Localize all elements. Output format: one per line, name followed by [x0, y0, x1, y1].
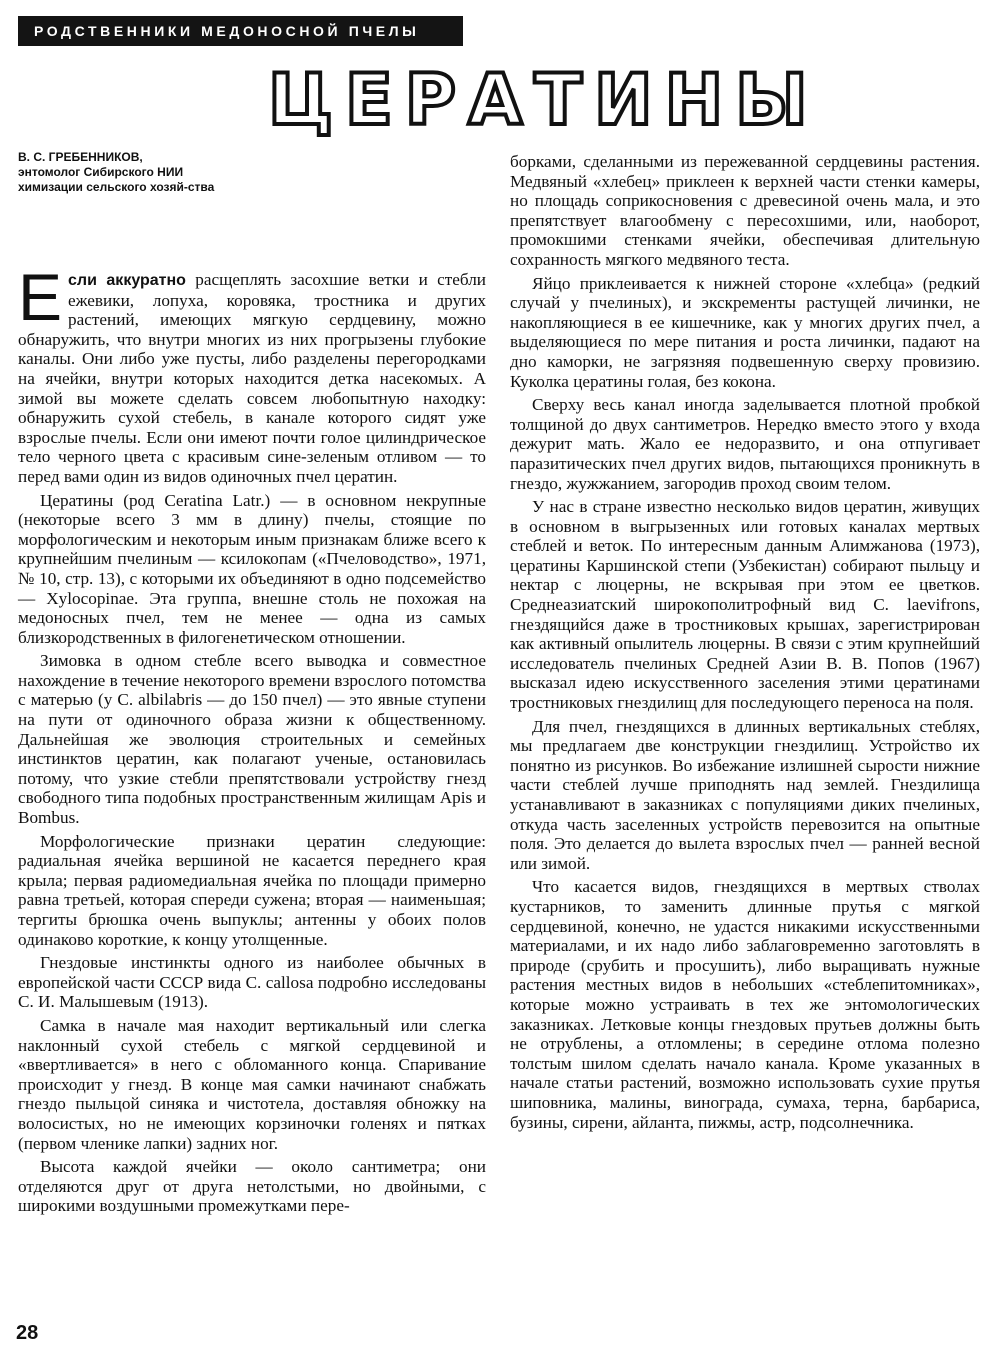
lead-in: сли аккуратно: [68, 272, 186, 289]
paragraph: Яйцо приклеивается к нижней стороне «хлебца» (редкий случай у пчелиных), и экскременты растущей личинки, не накопляющиеся в ее кишечнике, как у многих других пчел, а выделяющиеся по мере питания и роста личинки, падают на дно каморки, не загрязняя подвешенную сверху провизию. Куколка цератины голая, без кокона.: [510, 273, 980, 391]
left-column: [18, 260, 487, 1220]
paragraph: Морфологические признаки цератин следующие: радиальная ячейка вершиной не касается переднего края крыла; первая радиомедиальная ячейка по площади примерно равна третьей, которая спереди сужена; вторая — наименьшая; тергиты брюшка очень выпуклы; антенны у обоих полов одинаково короткие, к концу утолщенные.: [18, 831, 486, 949]
drop-cap: Е: [18, 260, 63, 334]
author-position: энтомолог Сибирского НИИ химизации сельского хозяй-ства: [18, 165, 215, 194]
section-rubric: РОДСТВЕННИКИ МЕДОНОСНОЙ ПЧЕЛЫ: [18, 16, 463, 46]
paragraph: Сверху весь канал иногда заделывается плотной пробкой толщиной до двух сантиметров. Нередко вместо этого у входа дежурит мать. Жало ее недоразвито, и она отпугивает паразитических пчел других видов, пытающихся проникнуть в гнездо, жужжанием, загородив проход своим телом.: [510, 395, 980, 493]
paragraph-text: расщеплять засохшие ветки и стебли ежевики, лопуха, коровяка, тростника и других растений, имеющих мягкую сердцевину, можно обнаружить, что внутри многих из них прогрызены глубокие каналы. Они либо уже пусты, либо разделены перегородками на ячейки, внутри которых находится детка насекомых. А зимой вы можете сделать совсем любопытную находку: обнаружить сухой стебель, в канале которого сидят уже взрослые пчелы. Если они имеют почти голое цилиндрическое тело черного цвета с красивым сине-зеленым отливом — то перед вами один из видов одиночных пчел цератин.: [18, 270, 487, 486]
paragraph: [18, 260, 487, 487]
paragraph: Самка в начале мая находит вертикальный или слегка наклонный сухой стебель с мягкой сердцевиной и «ввертливается» в него с обломанного конца. Спаривание происходит у гнезд. В конце мая самки начинают снабжать гнездо пыльцой синяка и чистотела, доставляя обножку на волосистых, но не имеющих корзиночки голенях и пятках (первом членике лапки) задних ног.: [18, 1015, 486, 1153]
paragraph: Для пчел, гнездящихся в длинных вертикальных стеблях, мы предлагаем две конструкции гнездилищ. Устройство их понятно из рисунков. Во избежание излишней сырости нижние части стеблей лучше приподнять над землей. Гнездилища устанавливают в заказниках с популяциями диких пчелиных, откуда часть заселенных устройств перевозится на опытные поля. Это делается до вылета взрослых пчел — ранней весной или зимой.: [510, 716, 980, 873]
right-column: [510, 152, 980, 1136]
paragraph: Что касается видов, гнездящихся в мертвых стволах кустарников, то заменить длинные прутья с мягкой сердцевиной, конечно, не удастся никакими искусственными материалами, и их надо либо заблаговременно заготовлять в природе (срубить и просушить), либо выращивать нужные растения местных видов в небольших «стеблепитомниках», которые можно устраивать в тех же энтомологических заказниках. Летковые концы гнездовых прутьев должны быть не отрублены, а отломлены; в середине отлома полезно толстым шилом сделать начало канала. Кроме указанных в начале статьи растений, возможно использовать сухие прутья шиповника, малины, винограда, сумаха, терна, барбариса, бузины, сирени, айланта, пижмы, астр, подсолнечника.: [510, 877, 980, 1132]
paragraph: У нас в стране известно несколько видов цератин, живущих в основном в выгрызенных или готовых каналах мертвых стеблей и веток. По интересным данным Алимжанова (1973), цератины Каршинской степи (Узбекистан) собирают пыльцу и нектар с люцерны, не вскрывая при этом ее цветков. Среднеазиатский широкополитрофный вид C. laevifrons, гнездящийся даже в тростниковых крышах, зарегистрирован как активный опылитель люцерны. В связи с этим крупнейший исследователь пчелиных Средней Азии В. В. Попов (1967) высказал идею искусственного заселения этими цератинами тростниковых гнездилищ для последующего переноса на поля.: [510, 497, 980, 713]
page-number: 28: [16, 1322, 39, 1344]
byline: [18, 150, 248, 195]
paragraph: Высота каждой ячейки — около сантиметра; они отделяются друг от друга нетолстыми, но двойными, с широкими воздушными промежутками пере-: [18, 1157, 486, 1216]
paragraph: Гнездовые инстинкты одного из наиболее обычных в европейской части СССР вида C. callosa подробно исследованы С. И. Малышевым (1913).: [18, 953, 486, 1012]
paragraph: борками, сделанными из пережеванной сердцевины растения. Медвяный «хлебец» приклеен к верхней части стенки камеры, но площадь соприкосновения с древесиной очень мала, и это препятствует влагообмену с пересохшими, или, наоборот, промокшими стенками ячейки, обеспечивая длительную сохранность мягкого медвяного теста.: [510, 152, 980, 269]
paragraph: Зимовка в одном стебле всего выводка и совместное нахождение в течение некоторого времени взрослого потомства с матерью (у C. albilabris — до 150 пчел) — это явные ступени на пути от одиночного образа жизни к общественному. Дальнейшая же эволюция строительных и семейных инстинктов цератин, как полагают ученые, остановилась потому, что узкие стебли препятствовали устройству гнезд свободного типа подобных пространственным жилищам Apis и Bombus.: [18, 651, 486, 828]
author-name: В. С. ГРЕБЕННИКОВ,: [18, 150, 143, 164]
paragraph: Цератины (род Ceratina Latr.) — в основном некрупные (некоторые всего 3 мм в длину) пчелы, стоящие по морфологическим и некоторым иным признакам ближе всего к крупнейшим пчелиным — ксилокопам («Пчеловодство», 1971, № 10, стр. 13), с которыми их объединяют в одно подсемейство — Xylocopinae. Эта группа, внешне столь не похожая на медоносных пчел, тем не менее — одна из самых близкородственных в филогенетическом отношении.: [18, 490, 486, 647]
article-title: ЦЕРАТИНЫ: [268, 59, 820, 141]
